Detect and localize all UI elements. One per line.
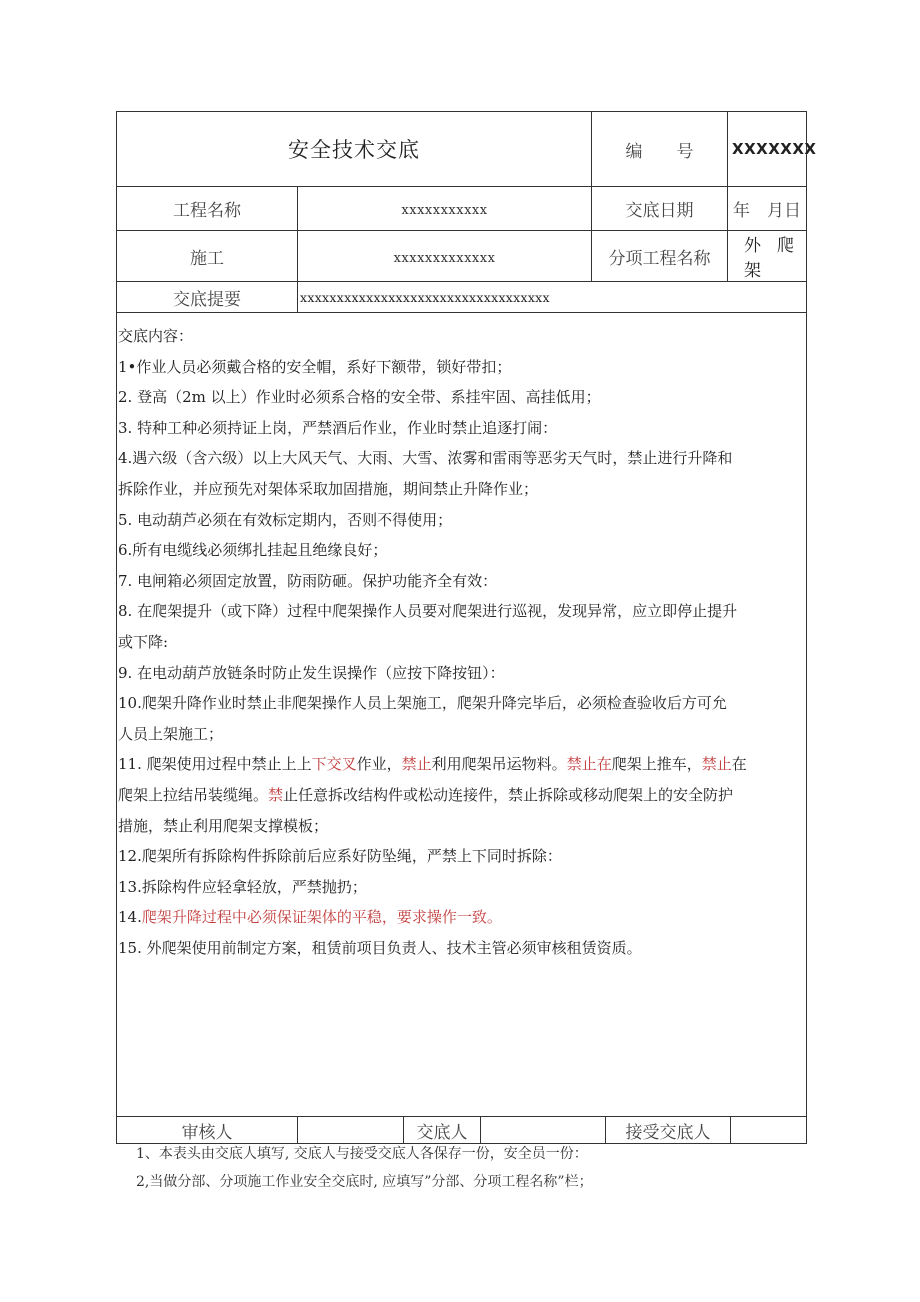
discloser-label: 交底人 — [416, 1122, 468, 1143]
content-line-5: 5. 电动葫芦必须在有效标定期内，否则不得使用； — [118, 510, 453, 529]
l11b-seg-2: 禁 — [268, 785, 284, 804]
content-line-9: 9. 在电动葫芦放链条时防止发生误操作（应按下降按钮）： — [118, 663, 505, 682]
l11a-seg-2: 下交叉 — [311, 755, 357, 774]
content-line-15: 15. 外爬架使用前制定方案，租赁前项目负责人、技术主管必须审核租赁资质。 — [118, 938, 642, 957]
content-line-8a: 8. 在爬架提升（或下降）过程中爬架操作人员要对爬架进行巡视，发现异常，应立即停止提升 — [118, 602, 738, 621]
content-heading: 交底内容： — [118, 327, 194, 345]
number-value: XXXXXXX — [728, 112, 807, 187]
l11a-seg-6: 禁止在 — [566, 755, 612, 774]
construction-value: xxxxxxxxxxxxx — [393, 250, 496, 266]
l11a-seg-8: 禁止 — [701, 755, 732, 774]
content-line-4a: 4.遇六级（含六级）以上大风天气、大雨、大雪、浓雾和雷雨等恶劣天气时，禁止进行升降和 — [118, 449, 733, 468]
l14-seg-2: 爬架升降过程中必须保证架体的平稳，要求操作一致。 — [141, 908, 502, 927]
l14-seg-1: 14. — [118, 908, 142, 927]
receiver-sign-field[interactable] — [731, 1117, 807, 1144]
content-line-10b: 人员上架施工； — [118, 724, 224, 743]
disclosure-form — [116, 111, 817, 1144]
l11a-seg-3: 作业， — [356, 755, 402, 774]
l11b-seg-1: 爬架上拉结吊装缆绳。 — [118, 785, 269, 804]
date-label-cell — [592, 187, 728, 231]
footnotes — [136, 1140, 593, 1196]
receiver-label-cell — [606, 1117, 731, 1144]
content-line-3: 3. 特种工种必须持证上岗，严禁酒后作业，作业时禁止追逐打闹： — [118, 418, 558, 437]
content-line-10a: 10.爬架升降作业时禁止非爬架操作人员上架施工，爬架升降完毕后，必须检查验收后方可允 — [118, 694, 727, 713]
summary-value: xxxxxxxxxxxxxxxxxxxxxxxxxxxxxxxxxx — [298, 282, 807, 313]
l11a-seg-7: 爬架上推车， — [611, 755, 702, 774]
subproject-label-cell — [592, 231, 728, 282]
content-line-14 — [118, 902, 806, 933]
footnote-1: 1、本表头由交底人填写, 交底人与接受交底人各保存一份，安全员一份： — [136, 1146, 588, 1162]
receiver-label: 接受交底人 — [625, 1122, 711, 1143]
content-row — [117, 313, 807, 1117]
title-cell — [117, 112, 592, 187]
summary-label-cell — [117, 282, 298, 313]
construction-label-cell — [117, 231, 298, 282]
footnote-2: 2,当做分部、分项施工作业安全交底时, 应填写”分部、分项工程名称”栏； — [136, 1174, 593, 1190]
disclosure-content — [117, 313, 806, 963]
title-row — [117, 112, 807, 187]
content-line-8b: 或下降: — [118, 632, 169, 651]
l11a-seg-5: 利用爬架吊运物料。 — [431, 755, 567, 774]
number-label: 编 号 — [625, 141, 694, 162]
content-line-12: 12.爬架所有拆除构件拆除前后应系好防坠绳，严禁上下同时拆除： — [118, 847, 562, 866]
content-line-7: 7. 电闸箱必须固定放置，防雨防砸。保护功能齐全有效： — [118, 571, 498, 590]
subproject-value-b: 爬架 — [744, 236, 795, 281]
form-table — [116, 111, 817, 1117]
subproject-value-cell — [728, 231, 807, 282]
construction-label: 施工 — [190, 248, 224, 269]
content-line-11b — [118, 780, 806, 811]
content-line-4b: 拆除作业，并应预先对架体采取加固措施，期间禁止升降作业； — [118, 479, 539, 498]
summary-row — [117, 282, 807, 313]
content-line-6: 6.所有电缆线必须绑扎挂起且绝缘良好； — [118, 541, 388, 560]
l11a-seg-1: 11. 爬架使用过程中禁止上上 — [118, 755, 312, 774]
construction-row — [117, 231, 807, 282]
subproject-label: 分项工程名称 — [608, 248, 711, 269]
l11a-seg-4: 禁止 — [401, 755, 432, 774]
project-name-label-cell — [117, 187, 298, 231]
subproject-value-a: 外 — [744, 236, 762, 256]
content-cell — [117, 313, 807, 1117]
project-name-value: xxxxxxxxxxx — [401, 203, 488, 218]
content-line-1: 1•作业人员必须戴合格的安全帽，系好下额带，锁好带扣； — [118, 357, 512, 376]
number-label-cell — [592, 112, 728, 187]
l11b-seg-3: 止任意拆改结构件或松动连接件，禁止拆除或移动爬架上的安全防护 — [283, 785, 734, 804]
content-line-11a — [118, 749, 806, 780]
date-value-cell — [728, 187, 807, 231]
l11a-seg-9: 在 — [731, 755, 747, 774]
summary-label: 交底提要 — [173, 289, 241, 310]
date-value: 年 月日 — [733, 201, 802, 221]
project-name-value-cell — [298, 187, 592, 231]
construction-value-cell — [298, 231, 592, 282]
date-label: 交底日期 — [625, 201, 694, 221]
form-title: 安全技术交底 — [288, 138, 420, 162]
content-line-11c: 措施，禁止利用爬架支撑模板； — [118, 816, 329, 835]
project-row — [117, 187, 807, 231]
content-line-2: 2. 登高（2m 以上）作业时必须系合格的安全带、系挂牢固、高挂低用； — [118, 388, 601, 407]
reviewer-label: 审核人 — [181, 1122, 233, 1143]
content-line-13: 13.拆除构件应轻拿轻放，严禁抛扔； — [118, 877, 367, 896]
project-name-label: 工程名称 — [173, 201, 241, 221]
